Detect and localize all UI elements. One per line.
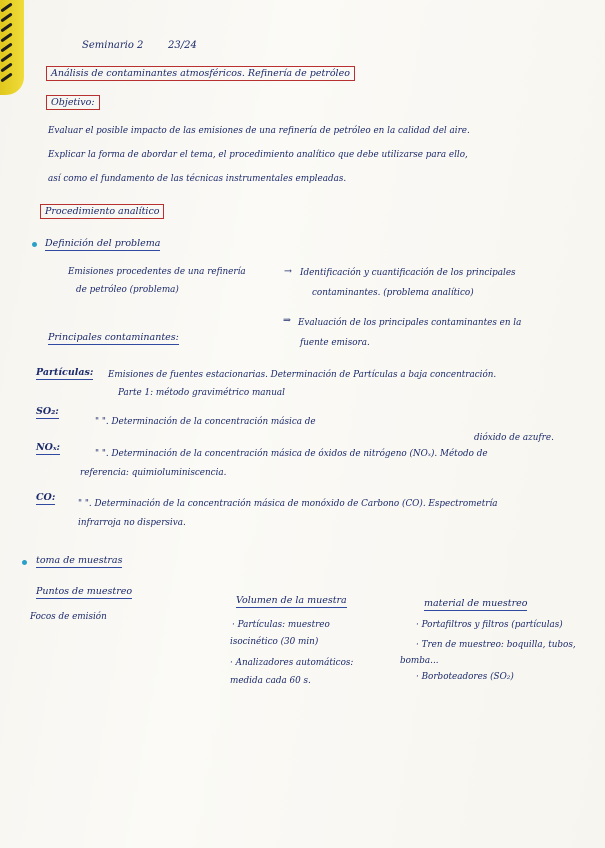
objetivo-line-3: así como el fundamento de las técnicas instrumentales empleadas. <box>48 174 347 184</box>
nox-text-2: referencia: quimioluminiscencia. <box>80 468 227 478</box>
material-item-3: bomba... <box>400 656 439 666</box>
co-text: " ". Determinación de la concentración másica de monóxido de Carbono (CO). Espectrometría <box>78 499 498 509</box>
particulas-text: Emisiones de fuentes estacionarias. Determinación de Partículas a baja concentración. <box>108 370 497 380</box>
course-label: Seminario 2 <box>82 40 144 51</box>
material-item-4: · Borboteadores (SO₂) <box>416 672 514 682</box>
so2-end: dióxido de azufre. <box>474 433 554 443</box>
volumen-item-1: · Partículas: muestreo <box>232 620 330 630</box>
objetivo-heading: Objetivo: <box>46 95 100 110</box>
so2-label: SO₂: <box>36 406 59 417</box>
material-heading: material de muestreo <box>424 598 528 609</box>
identificacion-line-2: contaminantes. (problema analítico) <box>312 288 474 298</box>
emisiones-line-1: Emisiones procedentes de una refinería <box>68 267 246 277</box>
particulas-label: Partículas: <box>36 367 94 378</box>
volumen-item-2: isocinético (30 min) <box>230 637 319 647</box>
parte1-text: Parte 1: método gravimétrico manual <box>118 388 285 398</box>
procedimiento-heading: Procedimiento analítico <box>40 204 164 219</box>
year-label: 23/24 <box>168 40 197 51</box>
puntos-heading: Puntos de muestreo <box>36 586 133 597</box>
material-item-1: · Portafiltros y filtros (partículas) <box>416 620 563 630</box>
bullet-dot <box>32 242 37 247</box>
co-label: CO: <box>36 492 56 503</box>
focos-text: Focos de emisión <box>30 612 107 622</box>
volumen-heading: Volumen de la muestra <box>236 595 347 606</box>
volumen-item-4: medida cada 60 s. <box>230 676 311 686</box>
volumen-item-3: · Analizadores automáticos: <box>230 658 354 668</box>
bullet-dot <box>22 560 27 565</box>
identificacion-line-1: Identificación y cuantificación de los principales <box>300 268 516 278</box>
emisiones-line-2: de petróleo (problema) <box>76 285 179 295</box>
so2-text: " ". Determinación de la concentración másica de <box>95 417 316 427</box>
objetivo-line-1: Evaluar el posible impacto de las emisiones de una refinería de petróleo en la calidad del aire. <box>48 126 470 136</box>
co-text-2: infrarroja no dispersiva. <box>78 518 186 528</box>
definicion-heading: Definición del problema <box>45 238 161 249</box>
spiral-binding-icon <box>0 0 14 120</box>
material-item-2: · Tren de muestreo: boquilla, tubos, <box>416 640 576 650</box>
principales-heading: Principales contaminantes: <box>48 332 179 343</box>
double-arrow-icon: ⇒ <box>283 315 291 326</box>
evaluacion-line-1: Evaluación de los principales contaminantes en la <box>298 318 522 328</box>
nox-label: NOₓ: <box>36 442 61 453</box>
toma-heading: toma de muestras <box>36 555 123 566</box>
evaluacion-line-2: fuente emisora. <box>300 338 370 348</box>
arrow-right-icon: → <box>284 266 292 277</box>
nox-text: " ". Determinación de la concentración másica de óxidos de nitrógeno (NOₓ). Método de <box>95 449 488 459</box>
objetivo-line-2: Explicar la forma de abordar el tema, el procedimiento analítico que debe utilizarse para ello, <box>48 150 468 160</box>
page-title: Análisis de contaminantes atmosféricos. Refinería de petróleo <box>46 66 355 81</box>
